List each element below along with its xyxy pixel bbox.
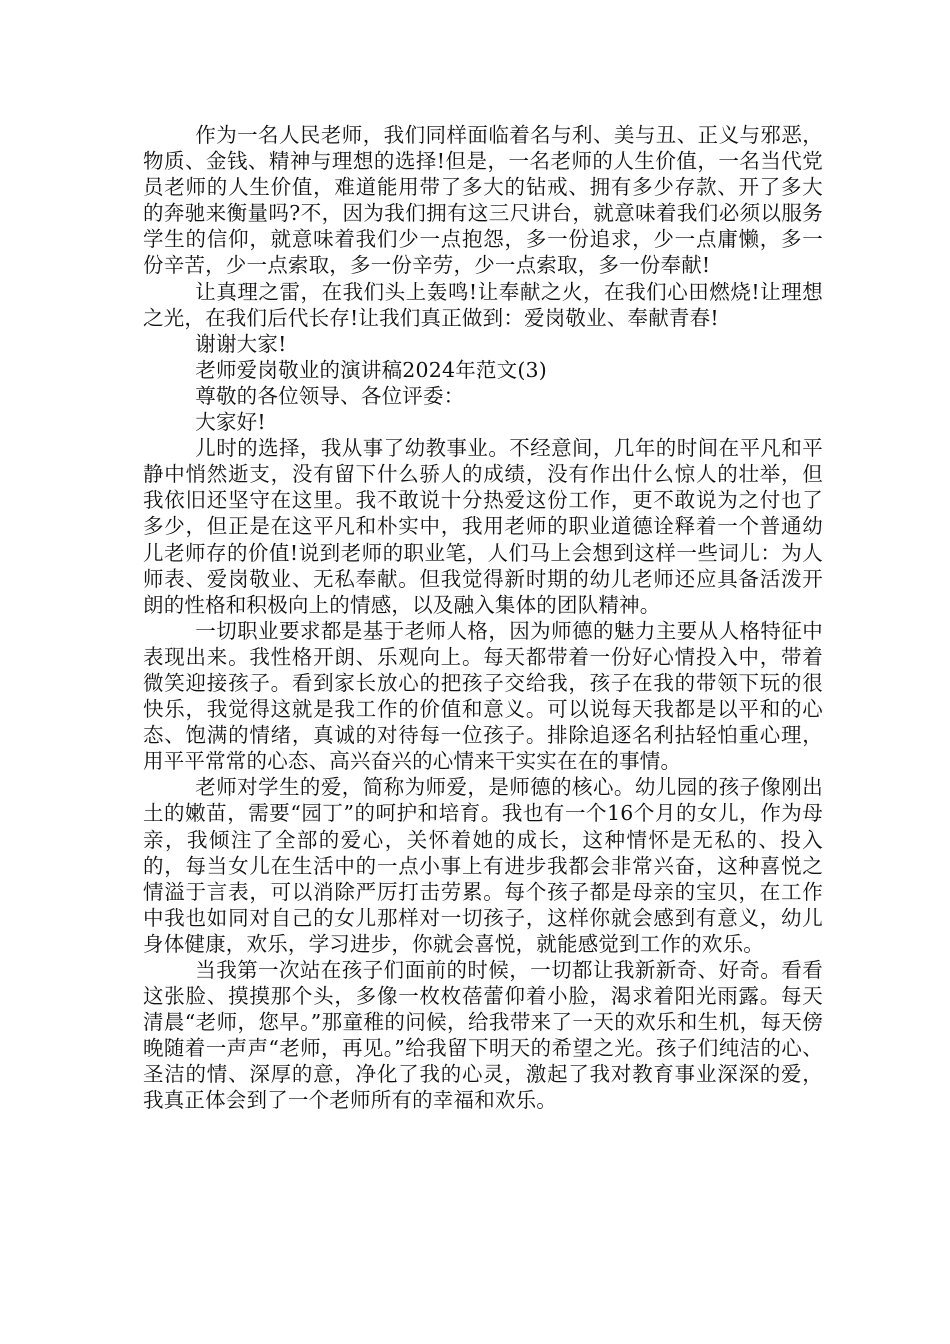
section-heading: 老师爱岗敬业的演讲稿2024年范文(3)	[195, 357, 547, 382]
paragraph-call-to-action: 让真理之雷，在我们头上轰鸣!让奉献之火，在我们心田燃烧!让理想之光，在我们后代长存!让我们真正做到：爱岗敬业、奉献青春!	[143, 279, 823, 330]
paragraph-teacher-love: 老师对学生的爱，简称为师爱，是师德的核心。幼儿园的孩子像刚出土的嫩苗，需要“园丁”的呵护和培育。我也有一个16个月的女儿，作为母亲，我倾注了全部的爱心，关怀着她的成长，这种情怀是无私的、投入的，每当女儿在生活中的一点小事上有进步我都会非常兴奋，这种喜悦之情溢于言表，可以消除严厉打击劳累。每个孩子都是母亲的宝贝，在工作中我也如同对自己的女儿那样对一切孩子，这样你就会感到有意义，幼儿身体健康，欢乐，学习进步，你就会喜悦，就能感觉到工作的欢乐。	[143, 775, 823, 956]
salutation: 尊敬的各位领导、各位评委：	[195, 383, 465, 408]
greeting: 大家好!	[195, 410, 266, 435]
paragraph-career-choice: 儿时的选择，我从事了幼教事业。不经意间，几年的时间在平凡和平静中悄然逝支，没有留下什么骄人的成绩，没有作出什么惊人的壮举，但我依旧还坚守在这里。我不敢说十分热爱这份工作，更不敢说为之付也了多少，但正是在这平凡和朴实中，我用老师的职业道德诠释着一个普通幼儿老师存的价值!说到老师的职业笔，人们马上会想到这样一些词儿：为人师表、爱岗敬业、无私奉献。但我觉得新时期的幼儿老师还应具备活泼开朗的性格和积极向上的情感，以及融入集体的团队精神。	[143, 436, 823, 617]
document-body	[143, 122, 823, 1114]
paragraph-values: 作为一名人民老师，我们同样面临着名与利、美与丑、正义与邪恶，物质、金钱、精神与理想的选择!但是，一名老师的人生价值，一名当代党员老师的人生价值，难道能用带了多大的钻戒、拥有多少存款、开了多大的奔驰来衡量吗?不，因为我们拥有这三尺讲台，就意味着我们必须以服务学生的信仰，就意味着我们少一点抱怨，多一份追求，少一点庸懒，多一份辛苦，少一点索取，多一份辛劳，少一点索取，多一份奉献!	[143, 123, 823, 278]
paragraph-thanks: 谢谢大家!	[195, 331, 287, 356]
paragraph-personality: 一切职业要求都是基于老师人格，因为师德的魅力主要从人格特征中表现出来。我性格开朗、乐观向上。每天都带着一份好心情投入中，带着微笑迎接孩子。看到家长放心的把孩子交给我，孩子在我的带领下玩的很快乐，我觉得这就是我工作的价值和意义。可以说每天我都是以平和的心态、饱满的情绪，真诚的对待每一位孩子。排除追逐名利拈轻怕重心理，用平平常常的心态、高兴奋兴的心情来干实实在在的事情。	[143, 618, 823, 774]
paragraph-first-day: 当我第一次站在孩子们面前的时候，一切都让我新新奇、好奇。看看这张脸、摸摸那个头，多像一枚枚蓓蕾仰着小脸，渴求着阳光雨露。每天清晨“老师，您早。”那童稚的问候，给我带来了一天的欢乐和生机，每天傍晚随着一声声“老师，再见。”给我留下明天的希望之光。孩子们纯洁的心、圣洁的情、深厚的意，净化了我的心灵，激起了我对教育事业深深的爱，我真正体会到了一个老师所有的幸福和欢乐。	[143, 958, 823, 1113]
